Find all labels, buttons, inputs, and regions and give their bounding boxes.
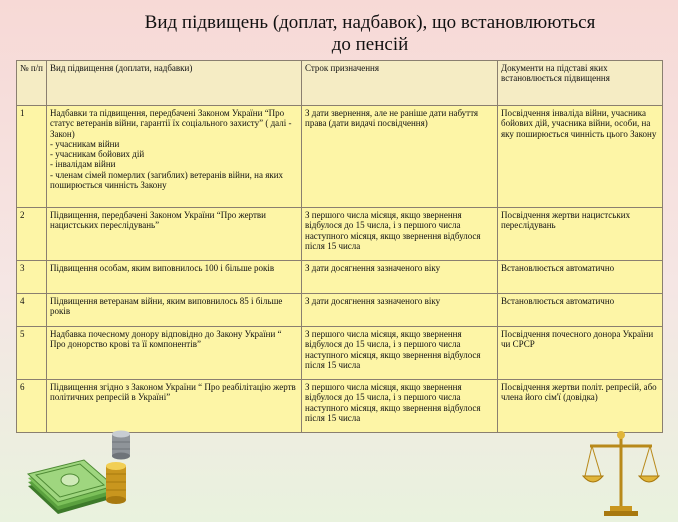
money-icon bbox=[22, 428, 137, 516]
page-title-line-1: Вид підвищень (доплат, надбавок), що встановлюються bbox=[144, 12, 596, 33]
table-header-row bbox=[17, 61, 663, 106]
table-row bbox=[17, 327, 663, 380]
table-row bbox=[17, 208, 663, 261]
row-kind: Підвищення особам, яким виповнилось 100 і більше років bbox=[47, 261, 302, 294]
scales-icon bbox=[582, 428, 660, 518]
row-term: З дати досягнення зазначеного віку bbox=[302, 294, 498, 327]
header-kind: Вид підвищення (доплати, надбавки) bbox=[47, 61, 302, 106]
row-documents: Посвідчення жертви нацистських переслідувань bbox=[498, 208, 663, 261]
table-row bbox=[17, 380, 663, 433]
header-documents: Документи на підставі яких встановлюється підвищення bbox=[498, 61, 663, 106]
row-number: 3 bbox=[17, 261, 47, 294]
row-documents: Встановлюється автоматично bbox=[498, 294, 663, 327]
row-kind: Підвищення ветеранам війни, яким виповнилось 85 і більше років bbox=[47, 294, 302, 327]
row-documents: Посвідчення інваліда війни, учасника бойових дій, учасника війни, особи, на яку поширюється чинність цього Закону bbox=[498, 106, 663, 208]
page-title bbox=[100, 12, 640, 56]
row-documents: Встановлюється автоматично bbox=[498, 261, 663, 294]
row-number: 6 bbox=[17, 380, 47, 433]
row-number: 2 bbox=[17, 208, 47, 261]
row-kind: Надбавка почесному донору відповідно до Закону України “ Про донорство крові та її компонентів” bbox=[47, 327, 302, 380]
table-row bbox=[17, 106, 663, 208]
row-term: З першого числа місяця, якщо звернення відбулося до 15 числа, і з першого числа наступного місяця, якщо звернення відбулося після 15 числа bbox=[302, 380, 498, 433]
row-number: 4 bbox=[17, 294, 47, 327]
header-term: Строк призначення bbox=[302, 61, 498, 106]
row-kind: Підвищення, передбачені Законом України “Про жертви нацистських переслідувань” bbox=[47, 208, 302, 261]
row-kind: Підвищення згідно з Законом України “ Про реабілітацію жертв політичних репресій в Україні” bbox=[47, 380, 302, 433]
row-term: З першого числа місяця, якщо звернення відбулося до 15 числа, і з першого числа наступного місяця, якщо звернення відбулося після 15 числа bbox=[302, 327, 498, 380]
row-number: 1 bbox=[17, 106, 47, 208]
row-term: З першого числа місяця, якщо звернення відбулося до 15 числа, і з першого числа наступного місяця, якщо звернення відбулося після 15 числа bbox=[302, 208, 498, 261]
table-row bbox=[17, 261, 663, 294]
row-kind: Надбавки та підвищення, передбачені Законом України “Про статус ветеранів війни, гарантії їх соціального захисту” ( далі - Закон) - учасникам війни - учасникам бойових дій - інвалідам війни - членам сімей померлих (загиблих) ветеранів війни, на яких поширюється чинність Закону bbox=[47, 106, 302, 208]
pension-supplements-table bbox=[16, 60, 663, 433]
row-term: З дати досягнення зазначеного віку bbox=[302, 261, 498, 294]
header-number: № п/п bbox=[17, 61, 47, 106]
row-documents: Посвідчення почесного донора України чи СРСР bbox=[498, 327, 663, 380]
row-number: 5 bbox=[17, 327, 47, 380]
page-title-line-2: до пенсій bbox=[331, 34, 409, 55]
table-row bbox=[17, 294, 663, 327]
row-term: З дати звернення, але не раніше дати набуття права (дати видачі посвідчення) bbox=[302, 106, 498, 208]
row-documents: Посвідчення жертви політ. репресій, або члена його сім'ї (довідка) bbox=[498, 380, 663, 433]
